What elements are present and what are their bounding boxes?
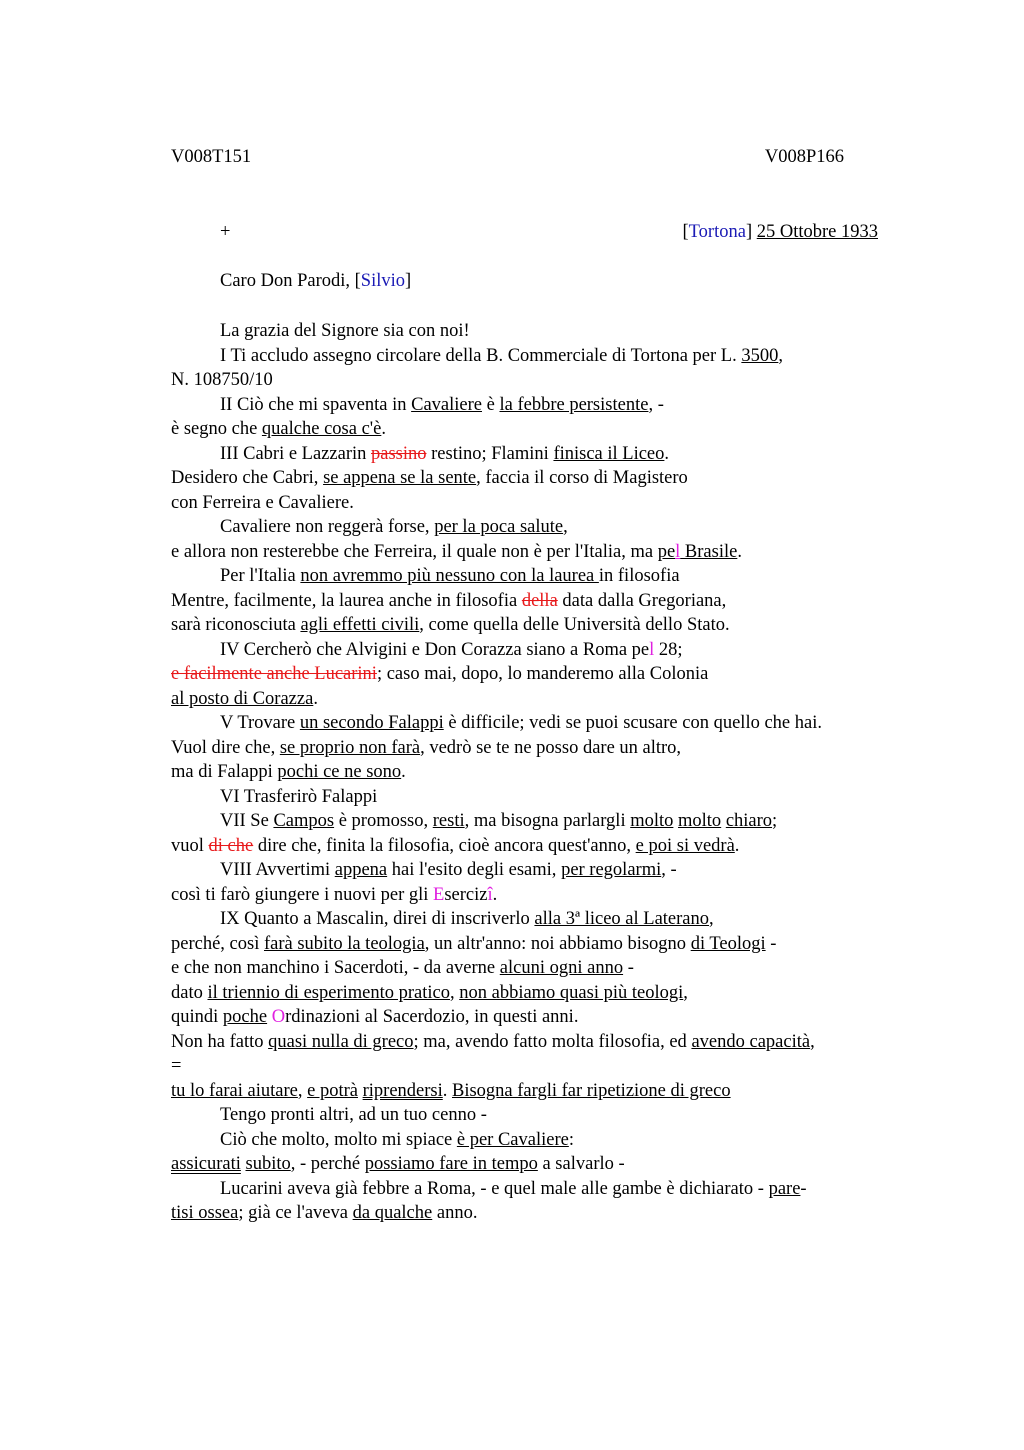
text-segment: quindi [171, 1007, 223, 1027]
text-segment: I Ti accludo assegno circolare della B. Commerciale di Tortona per L. [220, 345, 742, 366]
cross-mark: + [220, 222, 231, 242]
body-line [220, 809, 777, 834]
marked-text: resti [432, 811, 465, 831]
marked-text: non abbiamo quasi più teologi [459, 982, 684, 1003]
text-segment: ; caso mai, dopo, lo manderemo alla Colonia [376, 664, 709, 684]
text-segment: è difficile; vedi se puoi scusare con quello che hai. [443, 713, 822, 733]
text-segment: V Trovare [220, 713, 300, 733]
marked-text: farà subito la teologia [263, 933, 425, 954]
text-segment: , [297, 1080, 308, 1101]
marked-text: possiamo fare in tempo [364, 1154, 538, 1174]
text-segment: IX Quanto a Mascalin, direi di inscriverlo [220, 909, 535, 929]
deleted-text: di che [208, 835, 254, 856]
text-segment: , come quella delle Università dello Stato. [419, 615, 730, 635]
marked-text: la febbre persistente [499, 394, 649, 415]
header-left-code: V008T151 [171, 147, 252, 167]
marked-text: E [433, 884, 445, 905]
body-line [171, 466, 688, 491]
body-line [171, 1079, 731, 1104]
text-segment: in filosofia [598, 566, 680, 586]
marked-text: avendo capacità [691, 1031, 811, 1052]
marked-text: chiaro [725, 811, 773, 831]
text-segment: IV Cercherò che Alvigini e Don Corazza siano a Roma pe [220, 639, 650, 660]
text-segment: - [765, 933, 777, 954]
date-line [682, 222, 878, 243]
text-segment: sarà riconosciuta [171, 615, 301, 635]
body-line [220, 564, 680, 589]
marked-text: agli effetti civili [300, 615, 420, 635]
marked-text: molto [678, 811, 722, 831]
text-segment: = [171, 1056, 182, 1076]
salutation-text: Caro Don Parodi, [220, 271, 355, 291]
marked-text: 3500 [741, 345, 779, 366]
marked-text: Campos [273, 811, 335, 831]
body-line [171, 981, 688, 1006]
text-segment: hai l'esito degli esami, [387, 860, 562, 880]
text-segment: è segno che [171, 419, 262, 439]
text-segment: . [381, 419, 386, 439]
text-segment: e che non manchino i Sacerdoti, - da averne [171, 958, 500, 978]
text-segment: , [449, 982, 460, 1003]
text-segment: Non ha fatto [171, 1031, 269, 1052]
text-segment: vuol [171, 835, 209, 856]
text-segment: Per l'Italia [220, 566, 301, 586]
body-line [171, 613, 730, 638]
text-segment: ma di Falappi [171, 762, 278, 782]
text-segment: ; già ce l'aveva [238, 1203, 353, 1223]
text-segment: è promosso, [334, 811, 433, 831]
body-line [171, 662, 708, 687]
marked-text: alla 3ª liceo al Laterano [534, 909, 710, 929]
text-segment: . [737, 541, 742, 562]
body-line [171, 760, 406, 785]
body-line [220, 907, 714, 932]
body-line [220, 515, 568, 540]
text-segment: con Ferreira e Cavaliere. [171, 492, 354, 513]
body-line [171, 1201, 477, 1226]
body-line [220, 858, 677, 883]
body-line [220, 711, 822, 736]
bracket-open: [ [682, 222, 689, 242]
bracket-close: ] [745, 222, 753, 242]
text-segment: , [810, 1031, 815, 1052]
place-name: Tortona [688, 222, 746, 242]
text-segment: data dalla Gregoriana, [557, 590, 727, 611]
text-segment: . [401, 762, 406, 782]
text-segment: La grazia del Signore sia con noi! [220, 321, 470, 341]
text-segment: - [800, 1178, 807, 1199]
text-segment: , [709, 909, 714, 929]
body-line [171, 1005, 578, 1030]
text-segment: Vuol dire che, [171, 737, 280, 758]
text-segment: restino; Flamini [426, 443, 554, 464]
text-segment: : [568, 1129, 574, 1150]
body-line [220, 319, 470, 344]
body-line [220, 785, 377, 810]
text-segment: anno. [432, 1203, 478, 1223]
marked-text: non avremmo più nessuno con la laurea [300, 566, 599, 586]
marked-text: Brasile [680, 541, 738, 562]
marked-text: riprendersi [362, 1080, 443, 1101]
marked-text: e potrà [307, 1080, 358, 1101]
marked-text: per regolarmi [561, 860, 662, 880]
body-line [220, 442, 669, 467]
text-segment: dato [171, 982, 208, 1003]
text-segment: , [778, 345, 783, 366]
text-segment: , un altr'anno: noi abbiamo bisogno [424, 933, 691, 954]
marked-text: finisca il Liceo [553, 443, 665, 464]
text-segment: 28; [654, 639, 683, 660]
marked-text: poche [222, 1007, 268, 1027]
marked-text: pare [768, 1178, 801, 1199]
deleted-text: e facilmente anche Lucarini [171, 664, 377, 684]
body-line [171, 417, 386, 442]
marked-text: molto [630, 811, 674, 831]
body-line [220, 1177, 807, 1202]
text-segment: Lucarini aveva già febbre a Roma, - e quel male alle gambe è dichiarato - [220, 1178, 769, 1199]
text-segment: e allora non resterebbe che Ferreira, il quale non è per l'Italia, ma [171, 541, 658, 562]
marked-text: l [675, 541, 681, 562]
text-segment: perché, così [171, 933, 264, 954]
body-line [220, 393, 664, 418]
bracket-open: [ [354, 271, 361, 291]
marked-text: pochi ce ne sono [277, 762, 402, 782]
text-segment: ; ma, avendo fatto molta filosofia, ed [413, 1031, 692, 1052]
text-segment: - [623, 958, 634, 978]
text-segment: VI Trasferirò Falappi [220, 786, 378, 807]
salutation [220, 271, 411, 292]
text-segment: rdinazioni al Sacerdozio, in questi anni. [285, 1007, 579, 1027]
text-segment: , [563, 517, 568, 537]
marked-text: î [487, 884, 493, 905]
marked-text: un secondo Falappi [299, 713, 444, 733]
marked-text: di Teologi [690, 933, 766, 954]
text-segment: Cavaliere non reggerà forse, [220, 517, 435, 537]
header-right-code: V008P166 [764, 147, 844, 167]
body-line [171, 883, 497, 908]
marked-text: se appena se la sente [323, 468, 477, 488]
body-line [171, 540, 742, 565]
marked-text: il triennio di esperimento pratico [207, 982, 450, 1003]
marked-text: alcuni ogni anno [499, 958, 624, 978]
body-line [171, 491, 354, 516]
body-line [220, 1128, 574, 1153]
body-line [171, 736, 681, 761]
marked-text: per la poca salute [434, 517, 564, 537]
text-segment: , [683, 982, 688, 1003]
marked-text: al posto di Corazza [171, 688, 314, 709]
body-line [220, 638, 683, 663]
text-segment: Mentre, facilmente, la laurea anche in filosofia [171, 590, 522, 611]
text-segment: Ciò che molto, molto mi spiace [220, 1129, 457, 1150]
text-segment: a salvarlo - [537, 1154, 625, 1174]
text-segment: dire che, finita la filosofia, cioè ancora quest'anno, [253, 835, 636, 856]
text-segment: serciz [444, 884, 488, 905]
deleted-text: passino [371, 443, 427, 464]
text-segment: . [664, 443, 670, 464]
marked-text: tu lo farai aiutare [171, 1080, 298, 1101]
marked-text: e poi si vedrà [635, 835, 735, 856]
bracket-close: ] [405, 271, 412, 291]
marked-text: da qualche [352, 1203, 433, 1223]
text-segment: , - [648, 394, 664, 415]
text-segment: VIII Avvertimi [220, 860, 335, 880]
marked-text: subito [245, 1154, 291, 1174]
text-segment: . [313, 688, 318, 709]
body-line [220, 1103, 487, 1128]
text-segment: III Cabri e Lazzarin [220, 443, 371, 464]
letter-date: 25 Ottobre 1933 [756, 222, 878, 242]
marked-text: assicurati [171, 1154, 241, 1174]
marked-text: l [649, 639, 655, 660]
text-segment: così ti farò giungere i nuovi per gli [171, 884, 434, 905]
body-line [171, 687, 318, 712]
marked-text: pe [657, 541, 676, 562]
text-segment: . [442, 1080, 452, 1101]
body-line [171, 956, 634, 981]
text-segment: ; [772, 811, 778, 831]
text-segment: VII Se [220, 811, 274, 831]
marked-text: Cavaliere [411, 394, 482, 415]
text-segment: II Ciò che mi spaventa in [220, 394, 412, 415]
text-segment: è [482, 394, 500, 415]
marked-text: Bisogna fargli far ripetizione di greco [452, 1080, 731, 1101]
body-line [171, 932, 776, 957]
body-line [171, 1152, 625, 1177]
text-segment: , vedrò se te ne posso dare un altro, [420, 737, 682, 758]
text-segment: Tengo pronti altri, ad un tuo cenno - [220, 1105, 487, 1125]
recipient-name: Silvio [360, 271, 406, 291]
body-line [171, 1054, 181, 1079]
body-line [171, 368, 273, 393]
text-segment: , ma bisogna parlargli [464, 811, 631, 831]
body-line [171, 834, 739, 859]
text-segment: . [492, 884, 498, 905]
marked-text: se proprio non farà [279, 737, 421, 758]
body-line [220, 344, 783, 369]
marked-text: qualche cosa c'è [261, 419, 382, 439]
marked-text: appena [334, 860, 388, 880]
marked-text: è per Cavaliere [456, 1129, 569, 1150]
marked-text: O [271, 1007, 286, 1027]
body-line [171, 589, 726, 614]
deleted-text: della [521, 590, 558, 611]
marked-text: tisi ossea [171, 1203, 239, 1223]
marked-text: quasi nulla di greco [268, 1031, 414, 1052]
text-segment: N. 108750/10 [171, 370, 273, 390]
text-segment: , faccia il corso di Magistero [476, 468, 688, 488]
text-segment: , - perché [290, 1154, 365, 1174]
text-segment: . [734, 835, 740, 856]
text-segment: Desidero che Cabri, [171, 468, 324, 488]
body-line [171, 1030, 815, 1055]
text-segment: , - [661, 860, 677, 880]
